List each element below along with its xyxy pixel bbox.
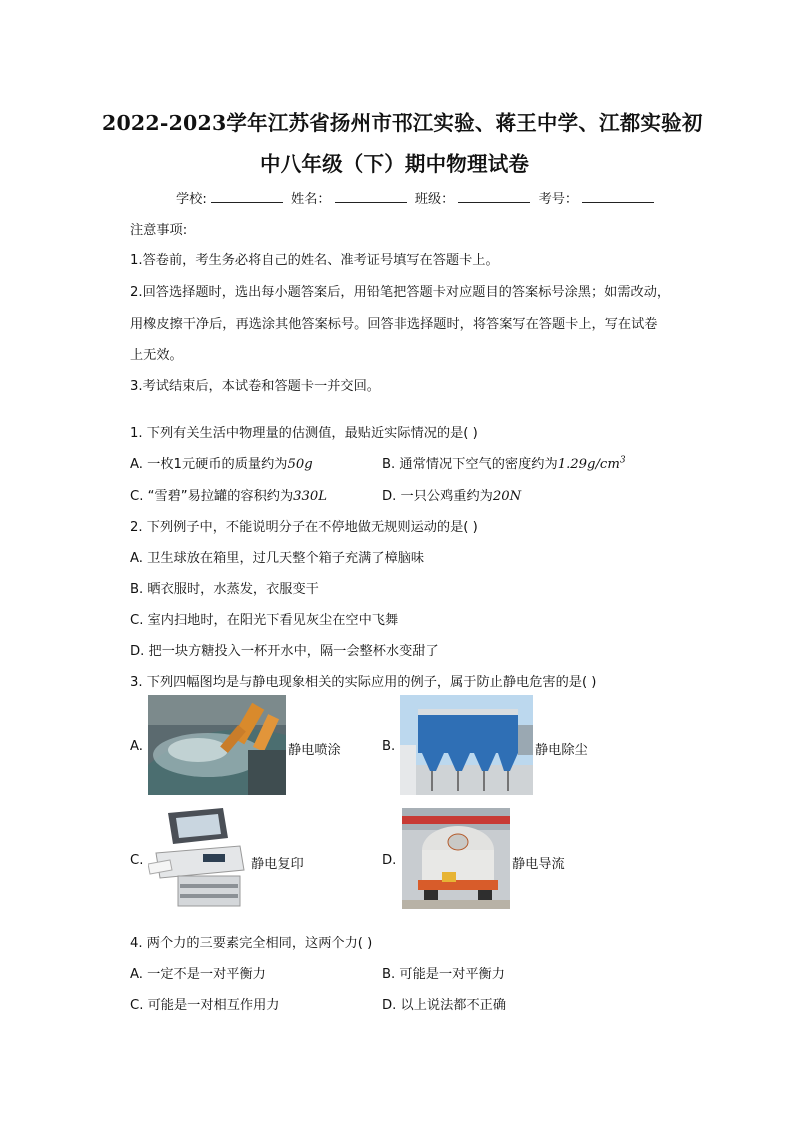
q3-d-letter: D. — [382, 853, 397, 868]
q4-option-b: B. 可能是一对平衡力 — [382, 967, 505, 982]
q3-a-letter: A. — [130, 739, 143, 754]
q2-option-d: D. 把一块方糖投入一杯开水中，隔一会整杯水变甜了 — [130, 644, 439, 659]
q2-option-b: B. 晒衣服时，水蒸发，衣服变干 — [130, 582, 319, 597]
q3-d-caption: 静电导流 — [512, 857, 565, 872]
q1-a-text: A. 一枚1元硬币的质量约为 — [130, 457, 288, 472]
school-blank — [211, 190, 283, 203]
name-blank — [335, 190, 407, 203]
electrostatic-spraying-image — [148, 695, 286, 795]
q3-b-letter: B. — [382, 739, 396, 754]
notice-item-2-line1: 2.回答选择题时，选出每小题答案后，用铅笔把答题卡对应题目的答案标号涂黑；如需改动， — [130, 285, 671, 300]
q1-b-exponent: 3 — [619, 455, 626, 466]
q3-stem: 3. 下列四幅图均是与静电现象相关的实际应用的例子，属于防止静电危害的是( ) — [130, 675, 597, 690]
electrostatic-grounding-truck-image — [402, 808, 510, 909]
q1-option-a — [130, 453, 313, 472]
q2-option-c: C. 室内扫地时，在阳光下看见灰尘在空中飞舞 — [130, 613, 399, 628]
class-label: 班级： — [414, 192, 455, 207]
q1-option-c — [130, 485, 327, 504]
q1-b-text: B. 通常情况下空气的密度约为 — [382, 457, 558, 472]
school-label: 学校: — [176, 192, 207, 207]
q3-b-caption: 静电除尘 — [535, 743, 588, 758]
q1-stem: 1. 下列有关生活中物理量的估测值，最贴近实际情况的是( ) — [130, 426, 478, 441]
q1-b-value: 1.29g/cm — [557, 457, 620, 472]
q3-a-caption: 静电喷涂 — [288, 743, 341, 758]
q3-c-letter: C. — [130, 853, 144, 868]
q1-a-value: 50g — [287, 457, 313, 472]
q2-stem: 2. 下列例子中，不能说明分子在不停地做无规则运动的是( ) — [130, 520, 478, 535]
notice-item-2-line2: 用橡皮擦干净后，再选涂其他答案标号。回答非选择题时，将答案写在答题卡上，写在试卷 — [130, 317, 658, 332]
student-info-line — [176, 188, 658, 207]
q4-option-c: C. 可能是一对相互作用力 — [130, 998, 280, 1013]
page-title-line1: 2022-2023学年江苏省扬州市邗江实验、蒋王中学、江都实验初 — [102, 111, 703, 135]
electrostatic-dust-removal-image — [400, 695, 533, 795]
class-blank — [458, 190, 530, 203]
q4-stem: 4. 两个力的三要素完全相同，这两个力( ) — [130, 936, 373, 951]
notice-heading: 注意事项: — [130, 223, 188, 238]
q1-c-value: 330L — [293, 489, 328, 504]
name-label: 姓名： — [291, 192, 331, 207]
page-title-line2: 中八年级（下）期中物理试卷 — [260, 152, 530, 176]
q1-option-b — [382, 453, 626, 472]
notice-item-1: 1.答卷前，考生务必将自己的姓名、准考证号填写在答题卡上。 — [130, 253, 499, 268]
q3-c-caption: 静电复印 — [251, 857, 304, 872]
exam-no-label: 考号： — [538, 192, 579, 207]
q1-c-text: C. “雪碧”易拉罐的容积约为 — [130, 489, 294, 504]
q4-option-d: D. 以上说法都不正确 — [382, 998, 507, 1013]
q4-option-a: A. 一定不是一对平衡力 — [130, 967, 266, 982]
notice-item-2-line3: 上无效。 — [130, 348, 183, 363]
electrostatic-copier-image — [148, 808, 248, 911]
notice-item-3: 3.考试结束后，本试卷和答题卡一并交回。 — [130, 379, 380, 394]
exam-no-blank — [582, 190, 654, 203]
q1-d-value: 20N — [492, 489, 522, 504]
q1-d-text: D. 一只公鸡重约为 — [382, 489, 493, 504]
q2-option-a: A. 卫生球放在箱里，过几天整个箱子充满了樟脑味 — [130, 551, 425, 566]
q1-option-d — [382, 485, 521, 504]
